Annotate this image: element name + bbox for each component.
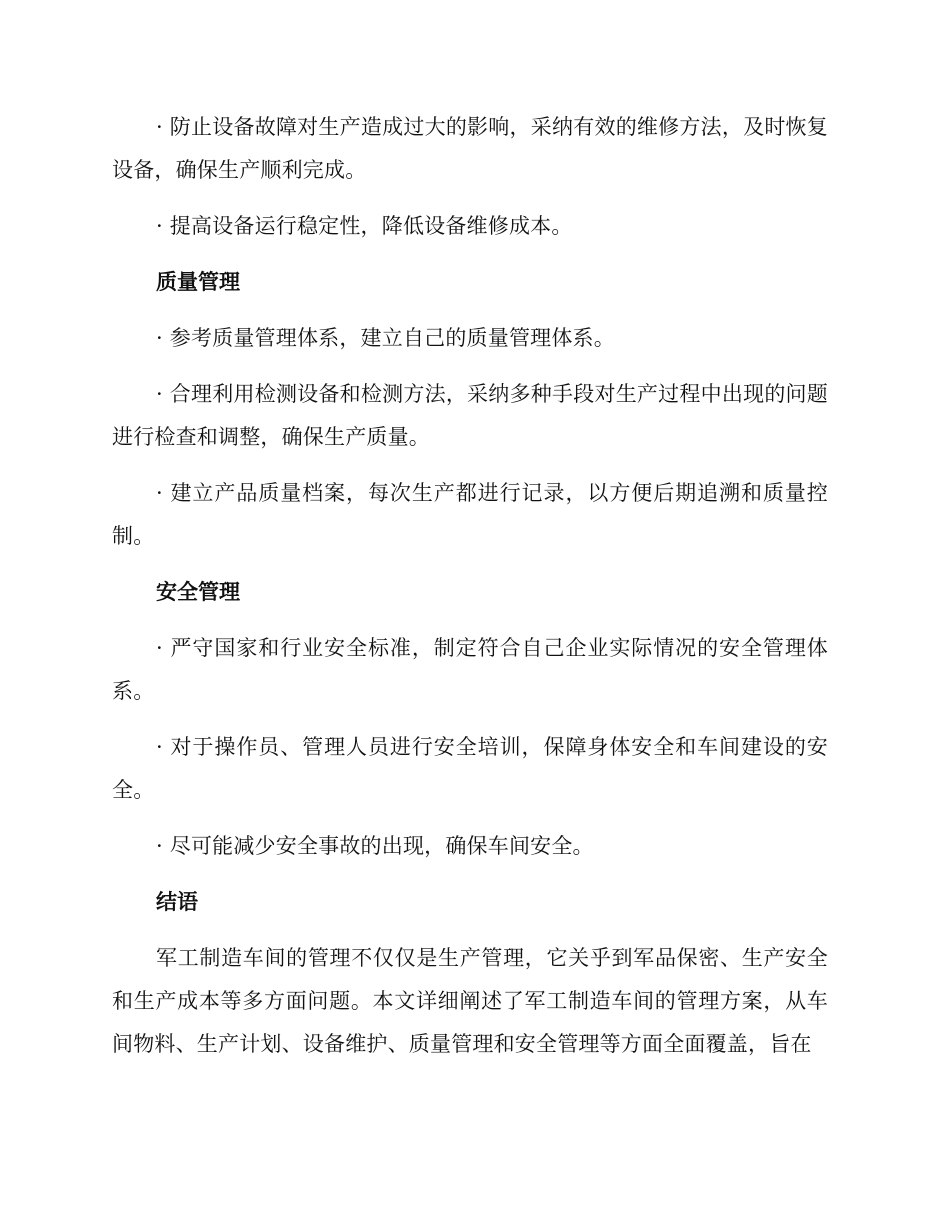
document-body [112, 106, 828, 1066]
section-heading-safety: 安全管理 [156, 580, 240, 604]
bullet-quality-inspection: · 合理利用检测设备和检测方法，采纳多种手段对生产过程中出现的问题进行检查和调整，确保生产质量。 [112, 382, 828, 449]
section-heading-conclusion: 结语 [156, 890, 198, 914]
bullet-equipment-failure: · 防止设备故障对生产造成过大的影响，采纳有效的维修方法，及时恢复设备，确保生产顺利完成。 [112, 115, 828, 182]
bullet-safety-accidents: · 尽可能减少安全事故的出现，确保车间安全。 [156, 834, 594, 858]
section-heading-quality: 质量管理 [156, 270, 240, 294]
conclusion-paragraph: 军工制造车间的管理不仅仅是生产管理，它关乎到军品保密、生产安全和生产成本等多方面问题。本文详细阐述了军工制造车间的管理方案，从车间物料、生产计划、设备维护、质量管理和安全管理等方面全面覆盖，旨在 [112, 946, 828, 1056]
bullet-safety-standards: · 严守国家和行业安全标准，制定符合自己企业实际情况的安全管理体系。 [112, 636, 828, 703]
bullet-quality-records: · 建立产品质量档案，每次生产都进行记录，以方便后期追溯和质量控制。 [112, 481, 828, 548]
bullet-safety-training: · 对于操作员、管理人员进行安全培训，保障身体安全和车间建设的安全。 [112, 735, 828, 802]
bullet-quality-system: · 参考质量管理体系，建立自己的质量管理体系。 [156, 326, 615, 350]
bullet-equipment-stability: · 提高设备运行稳定性，降低设备维修成本。 [156, 214, 573, 238]
